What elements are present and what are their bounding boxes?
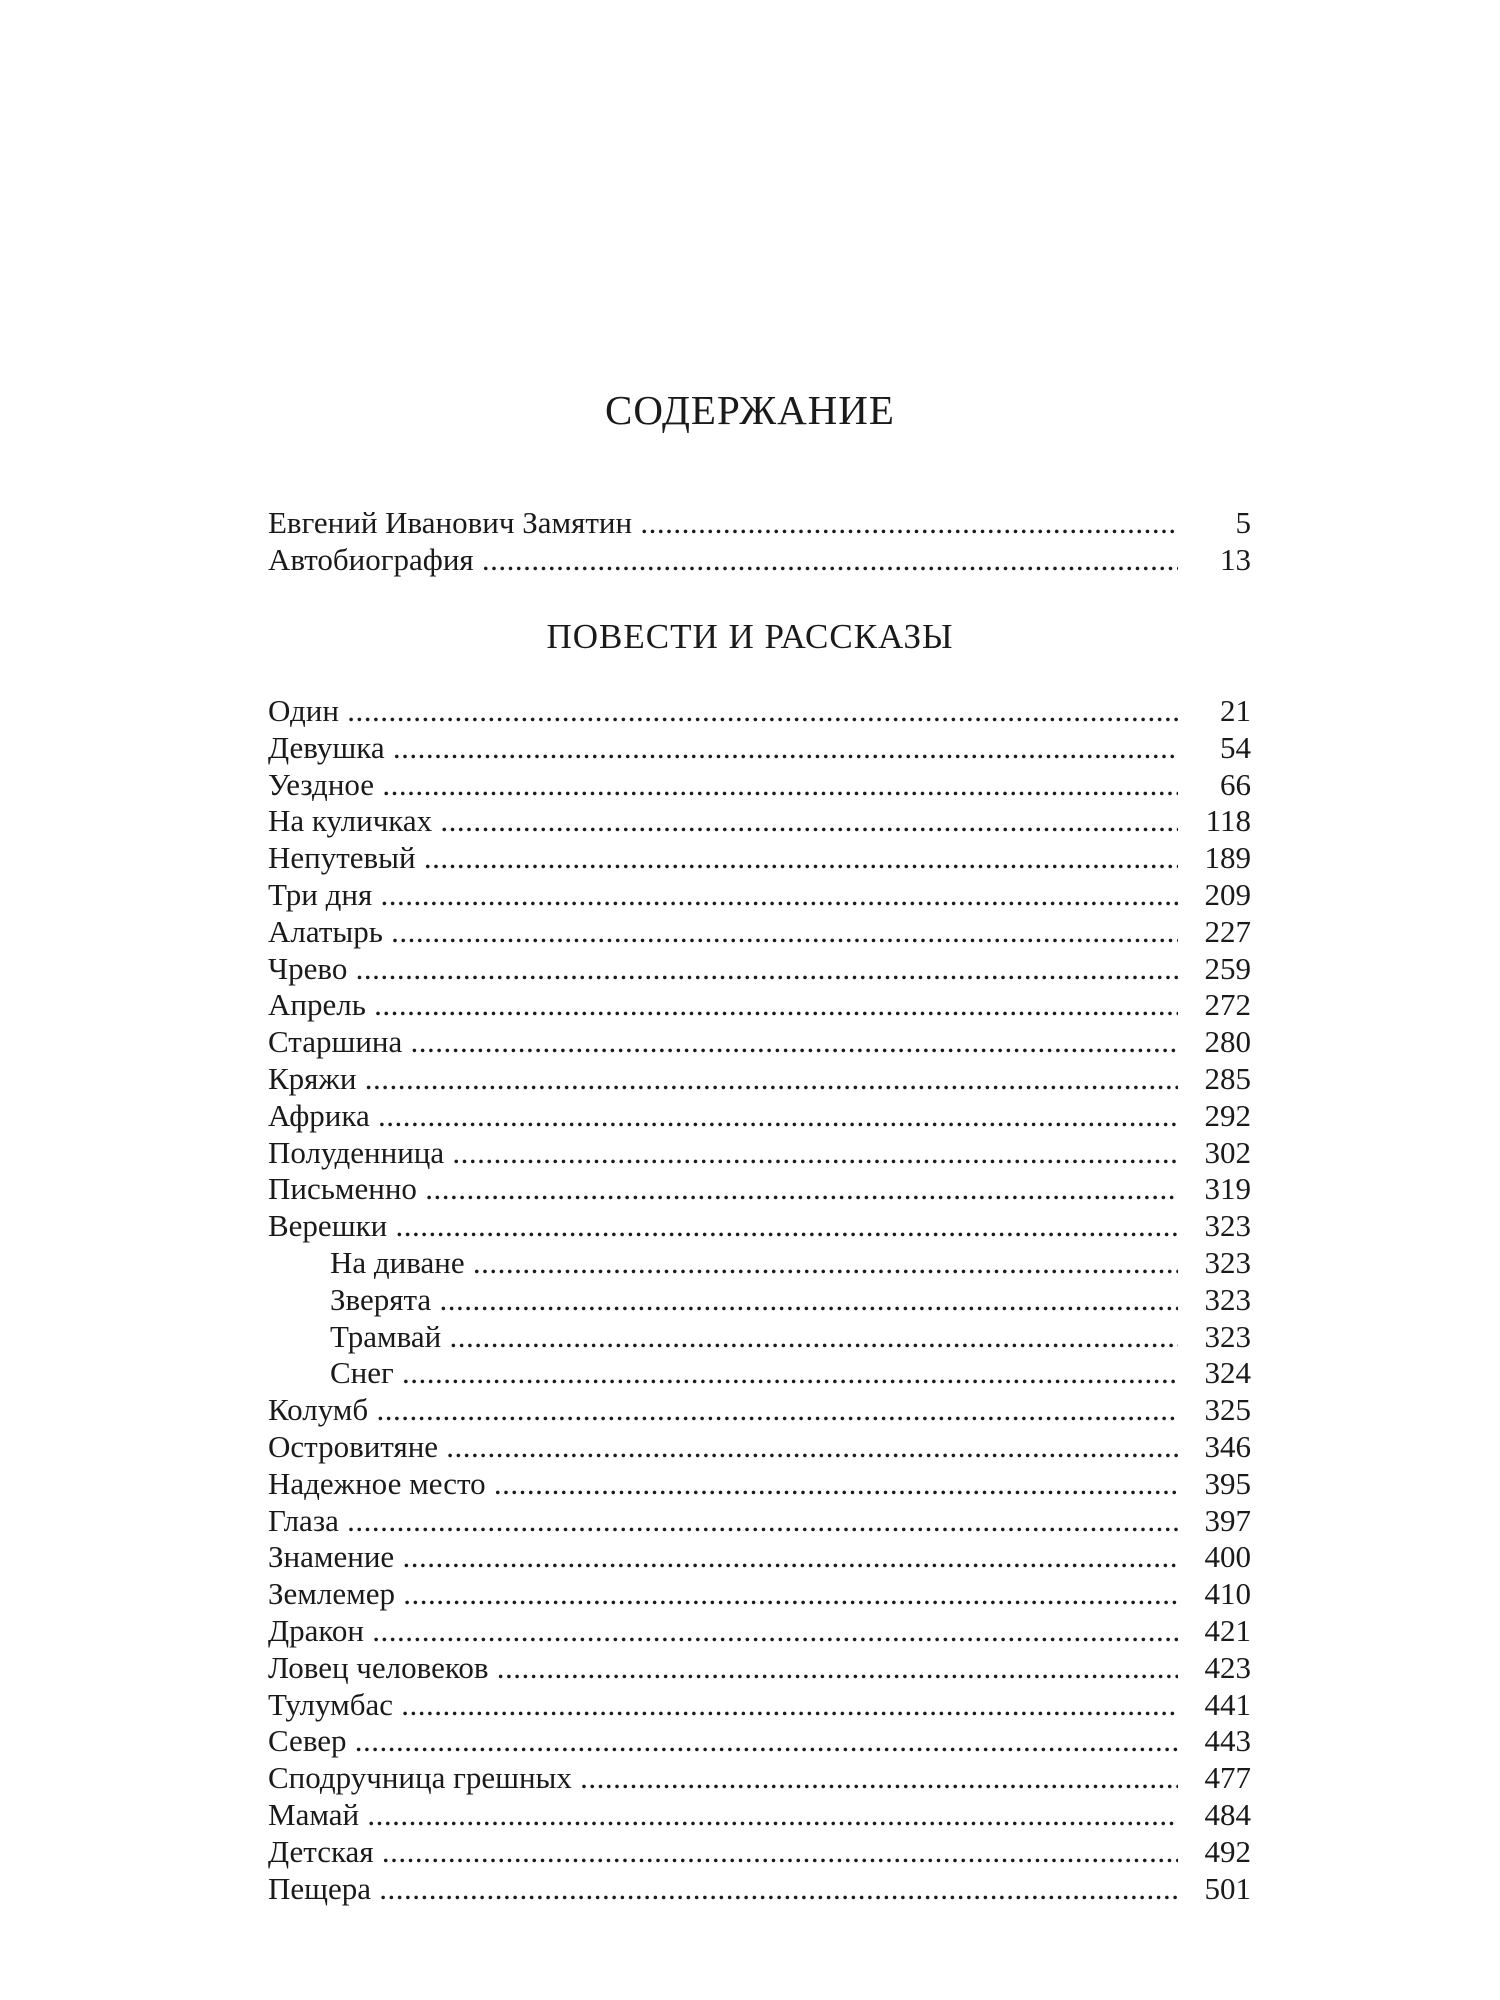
toc-entry-page: 285: [1204, 1060, 1251, 1096]
toc-entry-label: Апрель .....: [268, 987, 1178, 1024]
toc-entry-label: Знамение .....: [268, 1539, 1178, 1576]
toc-entry-label: Уездное .....: [268, 767, 1178, 804]
toc-entry: [268, 1024, 1251, 1061]
toc-entry: [268, 914, 1251, 951]
toc-subentry: [268, 1319, 1251, 1356]
toc-entry: [268, 803, 1251, 840]
toc-entry-page: 477: [1204, 1760, 1251, 1796]
toc-entry-label: Три дня .....: [268, 877, 1178, 914]
toc-entry-page: 410: [1204, 1576, 1251, 1612]
toc-entry: [268, 1650, 1251, 1687]
toc-entry: [268, 1539, 1251, 1576]
toc-entry-label: Ловец человеков .....: [268, 1650, 1178, 1687]
toc-entry-label: Тулумбас .....: [268, 1687, 1178, 1724]
toc-entry: [268, 1871, 1251, 1908]
toc-entry-page: 259: [1204, 950, 1251, 986]
toc-entry-label: Трамвай .....: [330, 1319, 1178, 1356]
toc-entry-page: 325: [1204, 1392, 1251, 1428]
toc-entry-label: Дракон .....: [268, 1613, 1178, 1650]
section-heading: ПОВЕСТИ И РАССКАЗЫ: [546, 617, 954, 656]
toc-entry-page: 492: [1204, 1833, 1251, 1869]
toc-entry: [268, 877, 1251, 914]
toc-entry-page: 323: [1204, 1244, 1251, 1280]
toc-entry-page: 397: [1204, 1502, 1251, 1538]
toc-entry-page: 319: [1204, 1171, 1251, 1207]
front-matter-list: [268, 505, 1251, 579]
toc-entry: [268, 1098, 1251, 1135]
toc-entry: [268, 1392, 1251, 1429]
toc-entry-page: 280: [1204, 1024, 1251, 1060]
toc-entry-label: На диване .....: [330, 1245, 1178, 1282]
toc-entry: [268, 987, 1251, 1024]
toc-entry-page: 13: [1220, 541, 1251, 577]
toc-entry: [268, 542, 1251, 579]
toc-entry: [268, 505, 1251, 542]
toc-entry: [268, 1760, 1251, 1797]
toc-subentry: [268, 1245, 1251, 1282]
toc-entry-page: 395: [1204, 1465, 1251, 1501]
toc-entry-page: 421: [1204, 1612, 1251, 1648]
toc-entry-label: Снег .....: [330, 1355, 1178, 1392]
toc-entry-label: Север .....: [268, 1723, 1178, 1760]
toc-entry-label: Кряжи .....: [268, 1061, 1178, 1098]
toc-entry-label: Письменно .....: [268, 1171, 1178, 1208]
toc-entry-label: Пещера .....: [268, 1871, 1178, 1908]
toc-entry-page: 209: [1204, 876, 1251, 912]
toc-entry-label: Евгений Иванович Замятин .....: [268, 505, 1178, 542]
toc-entry: [268, 1466, 1251, 1503]
toc-entry: [268, 1429, 1251, 1466]
toc-entry-page: 21: [1220, 693, 1251, 728]
toc-entry-page: 443: [1204, 1723, 1251, 1759]
toc-entry: [268, 1797, 1251, 1834]
toc-entry-label: Непутевый .....: [268, 840, 1178, 877]
toc-entry-page: 323: [1204, 1208, 1251, 1244]
toc-entry-label: Мамай .....: [268, 1797, 1178, 1834]
toc-entry-label: Верешки .....: [268, 1208, 1178, 1245]
toc-entry: [268, 1576, 1251, 1613]
toc-subentry: [268, 1355, 1251, 1392]
toc-entry: [268, 730, 1251, 767]
toc-entry: [268, 951, 1251, 988]
toc-entry-label: Алатырь .....: [268, 914, 1178, 951]
toc-entry: [268, 1613, 1251, 1650]
toc-entry-label: На куличках .....: [268, 803, 1178, 840]
toc-entry-page: 323: [1204, 1318, 1251, 1354]
page-title: СОДЕРЖАНИЕ: [605, 387, 895, 433]
toc-entry-page: 484: [1204, 1796, 1251, 1832]
toc-entry-label: Автобиография .....: [268, 542, 1178, 579]
toc-entry-page: 346: [1204, 1428, 1251, 1464]
toc-entry-page: 323: [1204, 1281, 1251, 1317]
toc-entry: [268, 1208, 1251, 1245]
toc-entry-label: Старшина .....: [268, 1024, 1178, 1061]
toc-entry-label: Землемер .....: [268, 1576, 1178, 1613]
toc-entry-label: Островитяне .....: [268, 1429, 1178, 1466]
toc-entry-label: Глаза .....: [268, 1503, 1178, 1540]
toc-entry-label: Зверята .....: [330, 1282, 1178, 1319]
toc-entry-label: Полуденница .....: [268, 1135, 1178, 1172]
toc-entry: [268, 1687, 1251, 1724]
toc-entry: [268, 693, 1251, 730]
toc-entry-page: 54: [1220, 729, 1251, 765]
toc-entry-page: 227: [1204, 913, 1251, 949]
toc-entry-page: 324: [1204, 1355, 1251, 1391]
toc-entry-page: 501: [1204, 1870, 1251, 1906]
toc-entry-page: 189: [1204, 840, 1251, 876]
toc-entry: [268, 1503, 1251, 1540]
stories-list: [268, 693, 1251, 1907]
toc-entry: [268, 1171, 1251, 1208]
toc-entry: [268, 840, 1251, 877]
toc-entry-label: Колумб .....: [268, 1392, 1178, 1429]
toc-entry: [268, 1834, 1251, 1871]
toc-entry-label: Детская .....: [268, 1834, 1178, 1871]
toc-entry-page: 423: [1204, 1649, 1251, 1685]
toc-entry-label: Африка .....: [268, 1098, 1178, 1135]
toc-entry-label: Один .....: [268, 693, 1178, 730]
toc-entry-label: Чрево .....: [268, 951, 1178, 988]
toc-entry: [268, 1061, 1251, 1098]
toc-entry-page: 5: [1235, 505, 1251, 540]
toc-entry: [268, 1135, 1251, 1172]
toc-entry-page: 400: [1204, 1539, 1251, 1575]
toc-entry-label: Сподручница грешных .....: [268, 1760, 1178, 1797]
toc-entry-label: Девушка .....: [268, 730, 1178, 767]
toc-entry-page: 66: [1220, 766, 1251, 802]
toc-entry-page: 302: [1204, 1134, 1251, 1170]
toc-entry-page: 441: [1204, 1686, 1251, 1722]
toc-entry-page: 272: [1204, 987, 1251, 1023]
toc-entry: [268, 1723, 1251, 1760]
toc-entry: [268, 767, 1251, 804]
toc-subentry: [268, 1282, 1251, 1319]
toc-entry-page: 292: [1204, 1097, 1251, 1133]
toc-entry-label: Надежное место .....: [268, 1466, 1178, 1503]
toc-entry-page: 118: [1205, 803, 1251, 839]
